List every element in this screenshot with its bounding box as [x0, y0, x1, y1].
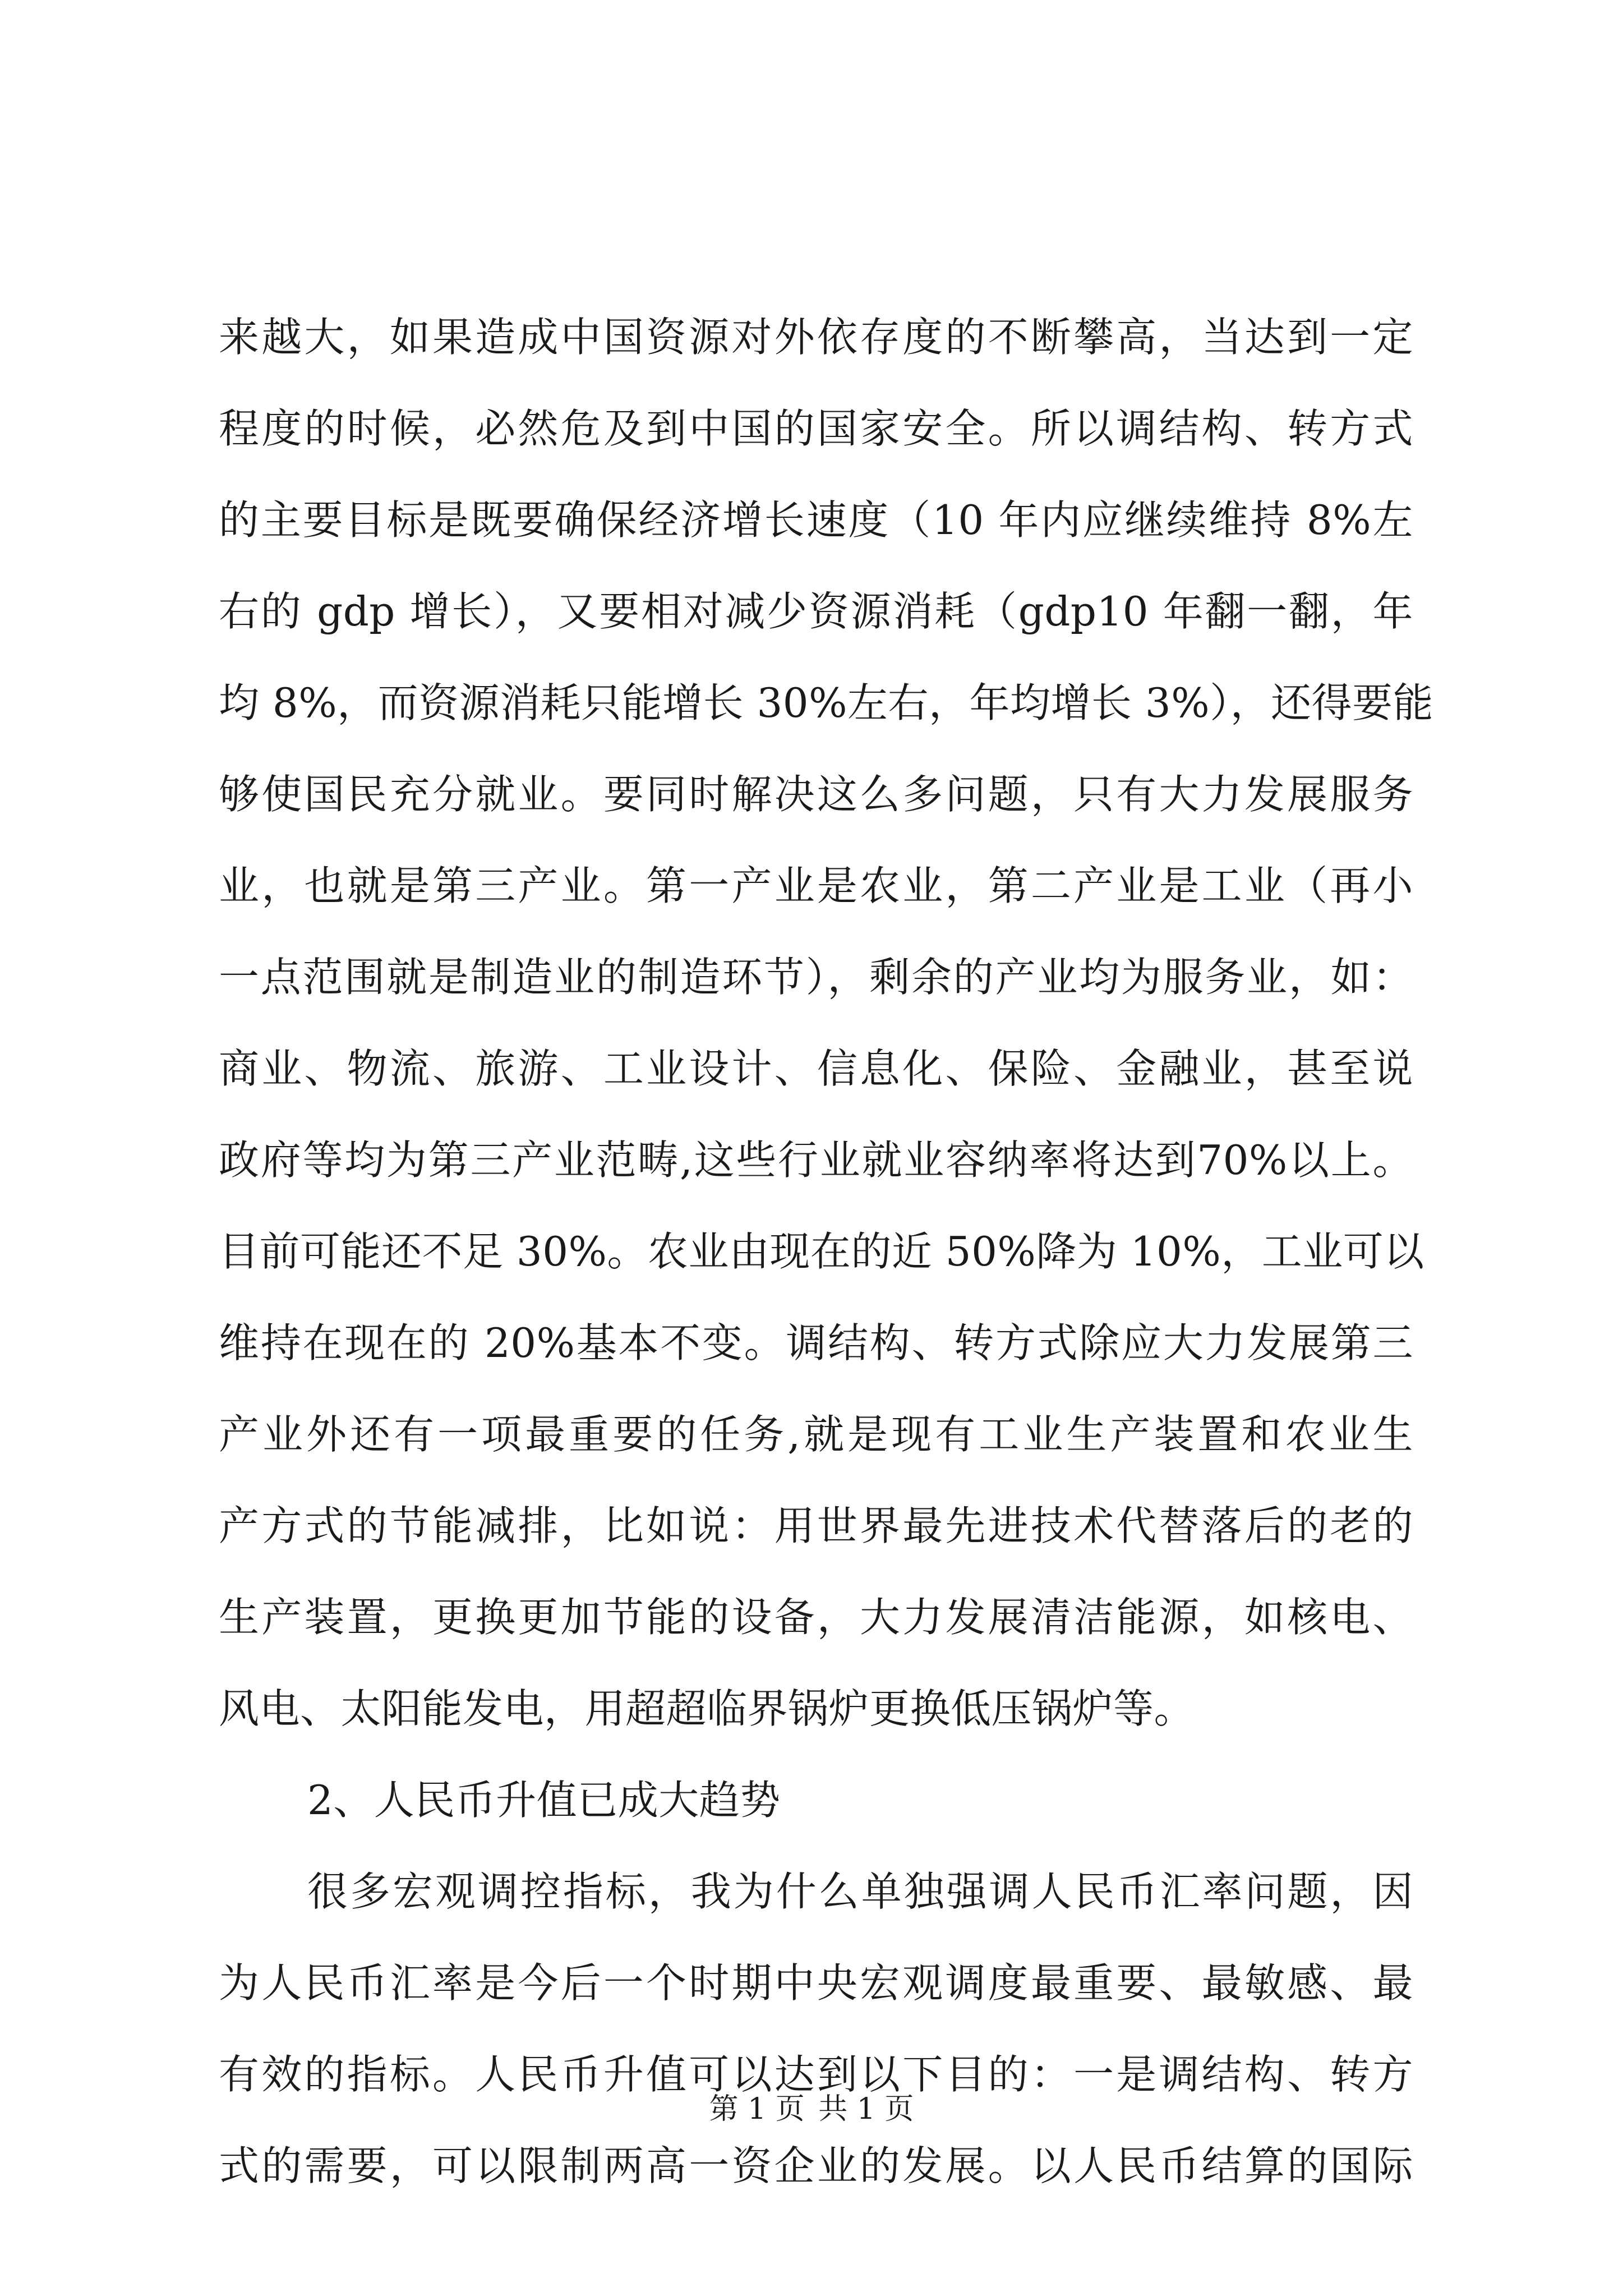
text-line: 政府等均为第三产业范畴,这些行业就业容纳率将达到70%以上。 — [219, 1137, 1413, 1184]
text-line: 够使国民充分就业。要同时解决这么多问题，只有大力发展服务 — [219, 771, 1413, 818]
text-line: 很多宏观调控指标，我为什么单独强调人民币汇率问题，因 — [307, 1868, 1413, 1915]
text-line: 商业、物流、旅游、工业设计、信息化、保险、金融业，甚至说 — [219, 1045, 1413, 1092]
text-line: 式的需要，可以限制两高一资企业的发展。以人民币结算的国际 — [219, 2142, 1413, 2189]
page-footer — [0, 2090, 1623, 2129]
text-line: 产方式的节能减排，比如说：用世界最先进技术代替落后的老的 — [219, 1502, 1413, 1549]
text-line: 业，也就是第三产业。第一产业是农业，第二产业是工业（再小 — [219, 862, 1413, 909]
text-line: 均 8%，而资源消耗只能增长 30%左右，年均增长 3%），还得要能 — [219, 679, 1434, 726]
text-line: 的主要目标是既要确保经济增长速度（10 年内应继续维持 8%左 — [219, 496, 1413, 544]
text-line: 为人民币汇率是今后一个时期中央宏观调度最重要、最敏感、最 — [219, 1959, 1413, 2007]
page-total: 共 1 页 — [818, 2092, 914, 2126]
text-line: 一点范围就是制造业的制造环节），剩余的产业均为服务业，如： — [219, 954, 1413, 1001]
text-line: 程度的时候，必然危及到中国的国家安全。所以调结构、转方式 — [219, 405, 1413, 452]
text-line: 风电、太阳能发电，用超超临界锅炉更换低压锅炉等。 — [219, 1685, 1195, 1732]
text-line: 来越大，如果造成中国资源对外依存度的不断攀高，当达到一定 — [219, 314, 1413, 361]
text-line: 产业外还有一项最重要的任务,就是现有工业生产装置和农业生 — [219, 1411, 1413, 1458]
text-line: 有效的指标。人民币升值可以达到以下目的：一是调结构、转方 — [219, 2051, 1413, 2098]
paragraph-2 — [219, 1846, 1413, 2212]
document-body — [219, 292, 1434, 2212]
paragraph-1 — [219, 292, 1434, 1755]
text-line: 生产装置，更换更加节能的设备，大力发展清洁能源，如核电、 — [219, 1594, 1413, 1641]
text-line: 目前可能还不足 30%。农业由现在的近 50%降为 10%，工业可以 — [219, 1228, 1424, 1275]
section-heading: 2、人民币升值已成大趋势 — [307, 1777, 781, 1824]
text-line: 维持在现在的 20%基本不变。调结构、转方式除应大力发展第三 — [219, 1319, 1413, 1366]
page-number: 第 1 页 — [709, 2092, 805, 2126]
text-line: 右的 gdp 增长），又要相对减少资源消耗（gdp10 年翻一翻，年 — [219, 588, 1413, 635]
